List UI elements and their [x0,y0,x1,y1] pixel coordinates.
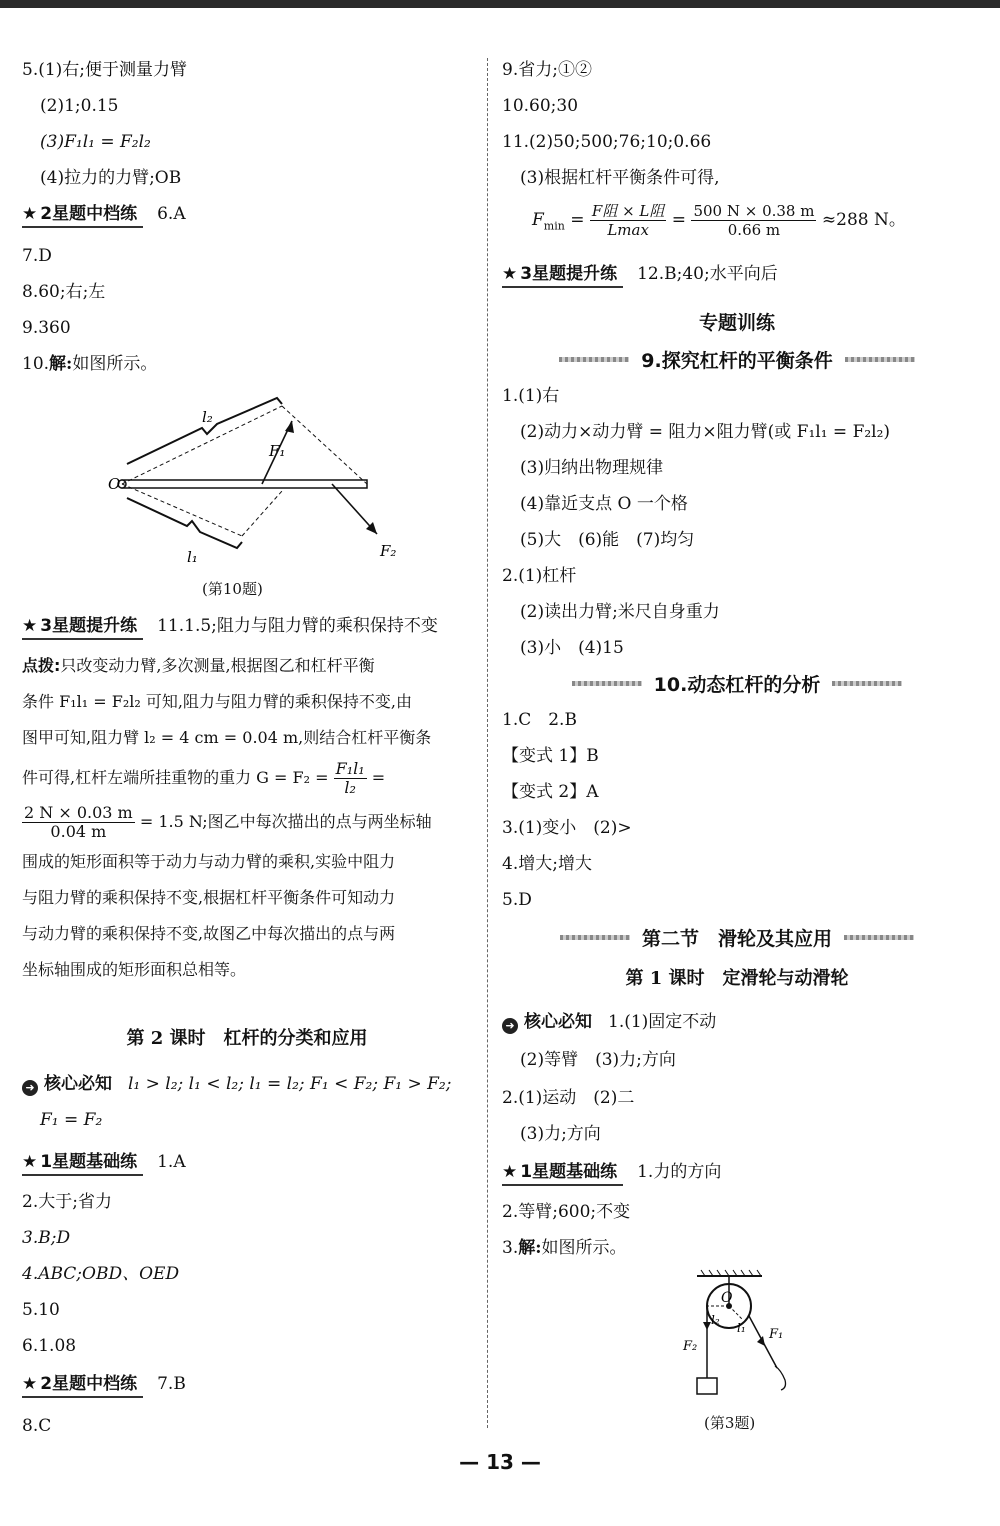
t10-1: 1.C 2.B [502,710,577,730]
answer-5-1: 5.(1)右;便于测量力臂 [22,60,188,80]
level-3-row [22,614,438,640]
deco-bar [559,357,629,362]
badge-label: 1星题基础练 [40,1152,138,1172]
level-2-row-b [22,1372,186,1398]
answer-d2: 2.等臂;600;不变 [502,1202,631,1222]
column-divider [487,58,488,1428]
fmin-symbol: F [532,210,544,230]
hint-line-5 [22,800,467,844]
level-badge [22,202,143,228]
level-3-row [502,262,778,288]
core-text: 1.(1)固定不动 [608,1012,717,1032]
answer-5-3: (3)F₁l₁ = F₂l₂ [40,132,151,152]
denominator: Lmax [607,221,649,239]
level-badge [22,614,143,640]
badge-label: 1星题基础练 [520,1162,618,1182]
hint-line-8: 与动力臂的乘积保持不变,故图乙中每次描出的点与两 [22,924,396,943]
answer-b6: 6.1.08 [22,1336,77,1356]
lesson-1-title: 第 1 课时 定滑轮与动滑轮 [625,968,849,989]
topic-9-heading [502,346,972,373]
deco-bar [845,357,915,362]
badge-label: 3星题提升练 [40,616,138,636]
level-badge [502,1160,623,1186]
top-border [0,0,1000,52]
level-badge [22,1150,143,1176]
lesson-2-title: 第 2 课时 杠杆的分类和应用 [126,1028,368,1049]
fraction [590,202,666,239]
answer-d1: 1.力的方向 [637,1162,722,1182]
core-label: 核心必知 [524,1012,592,1032]
badge-label: 3星题提升练 [520,264,618,284]
label-o: O [721,1290,733,1306]
denominator: 0.04 m [50,822,107,841]
section-2-heading [502,924,972,951]
t9-2: (2)动力×动力臂 = 阻力×阻力臂(或 F₁l₁ = F₂l₂) [520,422,891,442]
hint-line-7: 与阻力臂的乘积保持不变,根据杠杆平衡条件可知动力 [22,888,396,907]
label-l2: l₂ [202,408,213,426]
hint-block [22,648,467,988]
hint-label: 点拨: [22,656,61,675]
core-badge [22,1072,112,1096]
top-edge [0,0,1000,8]
star-icon: ★ [22,1374,38,1394]
core-label: 核心必知 [44,1074,112,1094]
figure-3-pulley [677,1268,807,1408]
answer-b1: 1.A [157,1152,186,1172]
t10-6: 5.D [502,890,532,910]
answer-r10: 10.60;30 [502,96,579,116]
answer-b5: 5.10 [22,1300,60,1320]
deco-bar [572,681,642,686]
hint-line-1 [22,648,467,684]
figure-3-caption: (第3题) [704,1414,756,1432]
deco-bar [560,935,630,940]
answer-b4: 4.ABC;OBD、OED [22,1264,180,1284]
label-f2: F₂ [683,1339,698,1354]
star-icon: ★ [22,204,38,224]
deco-bar [832,681,902,686]
hint-line-3: 图甲可知,阻力臂 l₂ = 4 cm = 0.04 m,则结合杠杆平衡条 [22,728,432,747]
arrow-circle-icon: ➜ [502,1018,518,1034]
label-f1: F₁ [269,442,286,460]
numerator: F₁l₁ [335,759,365,778]
t9-8: (3)小 (4)15 [520,638,624,658]
arm-l1-line [122,484,242,536]
answer-r12: 12.B;40;水平向后 [637,264,778,284]
t9-4: (4)靠近支点 O 一个格 [520,494,688,514]
numerator: 2 N × 0.03 m [24,803,133,822]
fraction [334,760,367,797]
equals: = [570,210,585,230]
topic-10-heading [502,670,972,697]
level-badge [22,1372,143,1398]
numerator: 500 N × 0.38 m [693,202,815,220]
answer-b2: 2.大于;省力 [22,1192,112,1212]
t9-6: 2.(1)杠杆 [502,566,577,586]
answer-6: 6.A [157,204,186,224]
arrow-circle-icon: ➜ [22,1080,38,1096]
hint-line-4 [22,756,467,800]
badge-label: 2星题中档练 [40,204,138,224]
level-1-row [22,1150,186,1176]
answer-b7: 7.B [157,1374,186,1394]
denominator: 0.66 m [727,221,781,239]
star-icon: ★ [502,264,518,284]
denominator: l₂ [344,778,356,797]
topic-title: 专题训练 [698,312,775,334]
answer-b3: 3.B;D [22,1228,71,1248]
hint-line-6: 围成的矩形面积等于动力与动力臂的乘积,实验中阻力 [22,852,396,871]
star-icon: ★ [502,1162,518,1182]
answer-r11: 11.(2)50;500;76;10;0.66 [502,132,712,152]
page-number: — 13 — [459,1450,541,1474]
label-f1: F₁ [769,1327,784,1342]
t10-5: 4.增大;增大 [502,854,592,874]
core-text-2: F₁ = F₂ [40,1110,103,1130]
hint-line-9: 坐标轴围成的矩形面积总相等。 [22,960,247,979]
answer-11: 11.1.5;阻力与阻力臂的乘积保持不变 [157,616,438,636]
figure-10-caption: (第10题) [202,580,263,598]
answer-8: 8.60;右;左 [22,282,106,302]
force-line-dashed [282,406,367,484]
answer-10 [22,352,157,376]
fmin-formula [532,202,906,239]
arrowhead-f2 [703,1322,711,1330]
answer-r11-3: (3)根据杠杆平衡条件可得, [520,168,720,188]
q-number: 3. [502,1238,519,1258]
arm-l1 [729,1306,743,1320]
t9-5: (5)大 (6)能 (7)均匀 [520,530,695,550]
label-f2: F₂ [380,542,397,560]
fraction [691,202,816,239]
q-text: 如图所示。 [541,1238,627,1258]
t10-3: 【变式 2】A [502,782,599,802]
t9-7: (2)读出力臂;米尺自身重力 [520,602,720,622]
c2: (2)等臂 (3)力;方向 [520,1050,676,1070]
equals: = [371,768,386,787]
level-1-row [502,1160,721,1186]
hint-line-2: 条件 F₁l₁ = F₂l₂ 可知,阻力与阻力臂的乘积保持不变,由 [22,692,413,711]
level-2-row [22,202,186,228]
answer-d3 [502,1236,627,1260]
c3: 2.(1)运动 (2)二 [502,1088,635,1108]
label-l1: l₁ [737,1321,746,1335]
label-l1: l₁ [187,548,198,566]
t10-4: 3.(1)变小 (2)> [502,818,632,838]
label-o: O [108,475,121,493]
q-number: 10. [22,354,50,374]
lever-bar [122,480,367,488]
answer-5-4: (4)拉力的力臂;OB [40,168,182,188]
answer-7: 7.D [22,246,52,266]
hint-text: = 1.5 N;图乙中每次描出的点与两坐标轴 [139,812,432,831]
star-icon: ★ [22,616,38,636]
hand [775,1366,786,1390]
brace-l1 [127,498,242,548]
topic-10-title: 10.动态杠杆的分析 [653,674,821,696]
answer-9: 9.360 [22,318,71,338]
t9-3: (3)归纳出物理规律 [520,458,664,478]
t10-2: 【变式 1】B [502,746,599,766]
core-badge [502,1010,592,1034]
fraction [22,804,135,841]
answer-r9: 9.省力;①② [502,60,592,80]
q-text: 如图所示。 [72,354,158,374]
section-2-title: 第二节 滑轮及其应用 [641,928,832,950]
fmin-result: ≈288 N。 [821,210,906,230]
t9-1: 1.(1)右 [502,386,560,406]
label-l2: l₂ [711,1313,720,1327]
level-badge [502,262,623,288]
solve-label: 解: [518,1238,542,1258]
solve-label: 解: [49,354,73,374]
core-row [502,1010,716,1034]
figure-10-lever [82,386,402,566]
answer-5-2: (2)1;0.15 [40,96,119,116]
deco-bar [844,935,914,940]
badge-label: 2星题中档练 [40,1374,138,1394]
answer-b8: 8.C [22,1416,52,1436]
weight-block [697,1378,717,1394]
c4: (3)力;方向 [520,1124,601,1144]
topic-9-title: 9.探究杠杆的平衡条件 [641,350,833,372]
core-text: l₁ > l₂; l₁ < l₂; l₁ = l₂; F₁ < F₂; F₁ > F₂; [128,1074,452,1094]
hint-text: 件可得,杠杆左端所挂重物的重力 G = F₂ = [22,768,329,787]
core-row [22,1072,451,1096]
hint-text: 只改变动力臂,多次测量,根据图乙和杠杆平衡 [60,656,375,675]
star-icon: ★ [22,1152,38,1172]
arrowhead-f1 [285,421,294,433]
equals: = [671,210,687,230]
fmin-subscript: min [543,219,565,233]
numerator: F阻 × L阻 [591,202,665,220]
perp-line [242,491,282,536]
